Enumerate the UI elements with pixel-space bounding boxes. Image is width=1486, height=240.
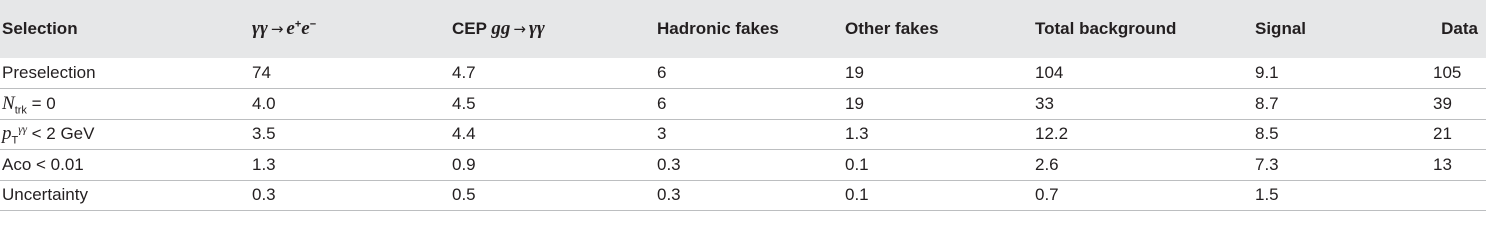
cell-other: 19 bbox=[843, 89, 1033, 120]
cell-gamma-ee: 0.3 bbox=[250, 180, 450, 211]
header-total-background: Total background bbox=[1035, 19, 1177, 38]
row-label bbox=[0, 89, 250, 120]
header-hadronic-fakes: Hadronic fakes bbox=[657, 19, 779, 38]
label-var: N bbox=[2, 92, 15, 114]
cell-gamma-ee: 3.5 bbox=[250, 119, 450, 150]
header-sup-plus: + bbox=[294, 18, 302, 31]
cell-other: 0.1 bbox=[843, 150, 1033, 181]
row-label: Aco < 0.01 bbox=[0, 150, 250, 181]
cell-signal: 1.5 bbox=[1253, 180, 1419, 211]
cell-cep: 0.9 bbox=[450, 150, 655, 181]
header-selection: Selection bbox=[2, 19, 78, 38]
row-label bbox=[0, 119, 250, 150]
label-var: p bbox=[2, 123, 12, 145]
table-row bbox=[0, 150, 1486, 181]
cell-data bbox=[1419, 180, 1486, 211]
cell-hadronic: 6 bbox=[655, 89, 843, 120]
cell-other: 0.1 bbox=[843, 180, 1033, 211]
cell-signal: 7.3 bbox=[1253, 150, 1419, 181]
cell-other: 1.3 bbox=[843, 119, 1033, 150]
table-row bbox=[0, 58, 1486, 89]
cell-signal: 8.7 bbox=[1253, 89, 1419, 120]
table-row bbox=[0, 180, 1486, 211]
cell-hadronic: 0.3 bbox=[655, 150, 843, 181]
cell-hadronic: 0.3 bbox=[655, 180, 843, 211]
cell-signal: 8.5 bbox=[1253, 119, 1419, 150]
header-math-gammagamma2: γγ bbox=[528, 18, 545, 39]
header-signal: Signal bbox=[1255, 19, 1307, 38]
table-header bbox=[0, 0, 1486, 58]
cell-gamma-ee: 1.3 bbox=[250, 150, 450, 181]
arrow-glyph: → bbox=[270, 20, 284, 38]
cell-cep: 4.7 bbox=[450, 58, 655, 89]
row-label: Uncertainty bbox=[0, 180, 250, 211]
header-math-gammagamma: γγ bbox=[252, 18, 268, 39]
arrow-glyph: → bbox=[513, 20, 526, 38]
header-row bbox=[0, 0, 1486, 58]
cell-data: 21 bbox=[1419, 119, 1486, 150]
label-sup: γγ bbox=[18, 123, 27, 136]
cell-total: 12.2 bbox=[1033, 119, 1253, 150]
label-sub: T bbox=[11, 134, 19, 147]
cell-total: 0.7 bbox=[1033, 180, 1253, 211]
label-rest: = 0 bbox=[26, 93, 56, 113]
label-rest: < 2 GeV bbox=[26, 124, 95, 144]
cell-total: 2.6 bbox=[1033, 150, 1253, 181]
header-math-gg: gg bbox=[491, 18, 511, 39]
cell-cep: 4.4 bbox=[450, 119, 655, 150]
cell-total: 104 bbox=[1033, 58, 1253, 89]
cell-signal: 9.1 bbox=[1253, 58, 1419, 89]
table-body bbox=[0, 58, 1486, 211]
cell-gamma-ee: 74 bbox=[250, 58, 450, 89]
label-sub: trk bbox=[14, 104, 27, 117]
header-sup-minus: − bbox=[309, 18, 317, 31]
cell-cep: 0.5 bbox=[450, 180, 655, 211]
cell-other: 19 bbox=[843, 58, 1033, 89]
header-math-e2: e bbox=[301, 18, 310, 39]
cell-data: 39 bbox=[1419, 89, 1486, 120]
header-gamma-gamma-to-ee bbox=[250, 0, 450, 58]
header-data: Data bbox=[1441, 19, 1478, 38]
cell-gamma-ee: 4.0 bbox=[250, 89, 450, 120]
cell-data: 13 bbox=[1419, 150, 1486, 181]
cell-total: 33 bbox=[1033, 89, 1253, 120]
header-math-e1: e bbox=[286, 18, 295, 39]
header-other-fakes: Other fakes bbox=[845, 19, 939, 38]
table-row bbox=[0, 119, 1486, 150]
table-row bbox=[0, 89, 1486, 120]
header-cep-prefix: CEP bbox=[452, 19, 492, 38]
row-label: Preselection bbox=[0, 58, 250, 89]
cell-hadronic: 6 bbox=[655, 58, 843, 89]
cell-hadronic: 3 bbox=[655, 119, 843, 150]
header-cep-gg-to-gammagamma bbox=[450, 0, 655, 58]
cell-data: 105 bbox=[1419, 58, 1486, 89]
cell-cep: 4.5 bbox=[450, 89, 655, 120]
